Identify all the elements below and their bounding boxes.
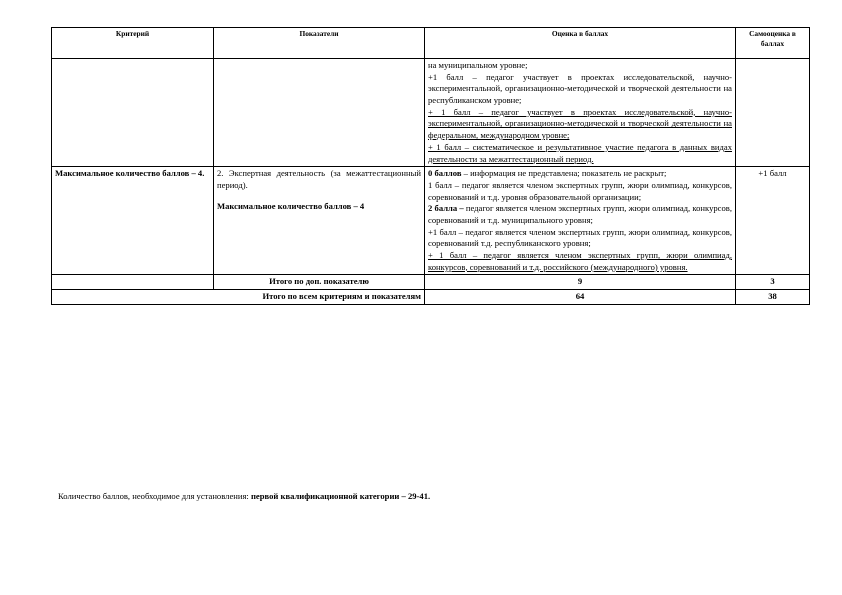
score-cell — [425, 167, 736, 275]
total-all-self: 38 — [736, 290, 810, 305]
score-line: + 1 балл – педагог участвует в проектах исследовательской, научно-экспериментальной, организационно-методической и творческой деятельности на федеральном, международном уровне; — [428, 106, 732, 141]
total-all-row — [52, 290, 810, 305]
total-empty-cell — [52, 275, 214, 290]
score-cell — [425, 59, 736, 167]
indicator-cell — [214, 167, 425, 275]
score-line: + 1 балл – педагог является членом экспертных групп, жюри олимпиад, конкурсов, соревнований и т.д. российского (международного) уровня. — [428, 250, 732, 272]
criteria-table — [51, 27, 810, 305]
total-all-label: Итого по всем критериям и показателям — [52, 290, 425, 305]
total-additional-label: Итого по доп. показателю — [214, 275, 425, 290]
header-row — [52, 28, 810, 59]
footnote-category: первой квалификационной категории – 29-41. — [250, 491, 431, 501]
score-line: +1 балл – педагог является членом экспертных групп, жюри олимпиад, конкурсов, соревнований т.д. республиканского уровня; — [428, 226, 732, 249]
score-line: +1 балл – педагог участвует в проектах исследовательской, научно-экспериментальной, организационно-методической и творческой деятельности на республиканском уровне; — [428, 71, 732, 106]
score-line: + 1 балл – систематическое и результативное участие педагога в данных видах деятельности за межаттестационный период. — [428, 141, 732, 164]
self-assessment-cell: +1 балл — [736, 167, 810, 275]
score-line: 0 баллов – информация не представлена; показатель не раскрыт; — [428, 168, 667, 179]
header-score: Оценка в баллах — [425, 28, 736, 59]
footnote — [58, 491, 430, 501]
table-row — [52, 167, 810, 275]
criterion-cell: Максимальное количество баллов – 4. — [52, 167, 214, 275]
self-cell-empty — [736, 59, 810, 167]
footnote-prefix: Количество баллов, необходимое для установления: — [58, 491, 251, 501]
total-all-score: 64 — [425, 290, 736, 305]
header-criterion: Критерий — [52, 28, 214, 59]
indicator-text: 2. Экспертная деятельность (за межаттестационный период). — [217, 168, 421, 190]
total-additional-row — [52, 275, 810, 290]
header-indicators: Показатели — [214, 28, 425, 59]
score-line: на муниципальном уровне; — [428, 60, 528, 70]
total-additional-self: 3 — [736, 275, 810, 290]
indicator-max-score: Максимальное количество баллов – 4 — [217, 200, 365, 211]
total-additional-score: 9 — [425, 275, 736, 290]
indicator-cell-empty — [214, 59, 425, 167]
criterion-cell-empty — [52, 59, 214, 167]
table-row — [52, 59, 810, 167]
score-line: 1 балл – педагог является членом экспертных групп, жюри олимпиад, конкурсов, соревнований и т.д. уровня образовательной организации; — [428, 179, 732, 202]
score-line: 2 балла – педагог является членом экспертных групп, жюри олимпиад, конкурсов, соревнований и т.д. муниципального уровня; — [428, 203, 732, 225]
header-self-assessment: Самооценка в баллах — [736, 28, 810, 59]
